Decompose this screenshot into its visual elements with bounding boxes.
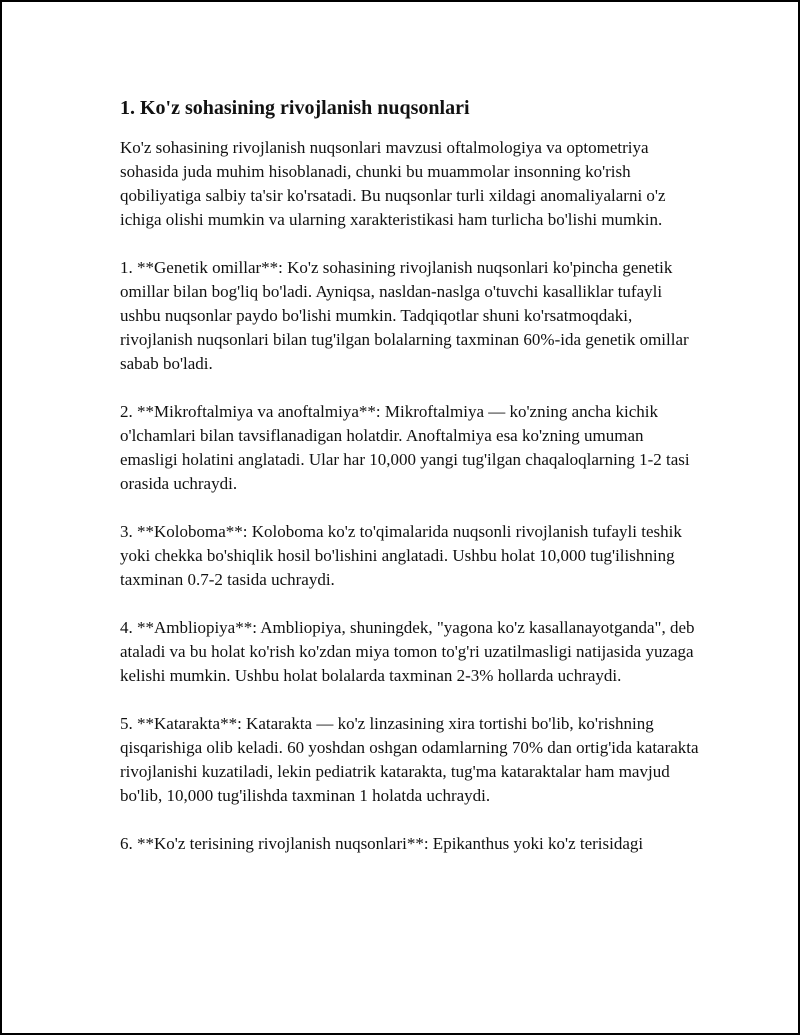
paragraph-genetic-factors: 1. **Genetik omillar**: Ko'z sohasining rivojlanish nuqsonlari ko'pincha genetik omillar bilan bog'liq bo'ladi. Ayniqsa, nasldan-naslga o'tuvchi kasalliklar tufayli ushbu nuqsonlar paydo bo'lishi mumkin. Tadqiqotlar shuni ko'rsatmoqdaki, rivojlanish nuqsonlari bilan tug'ilgan bolalarning taxminan 60%-ida genetik omillar sabab bo'ladi. — [120, 258, 689, 373]
paragraph-microphthalmia: 2. **Mikroftalmiya va anoftalmiya**: Mikroftalmiya — ko'zning ancha kichik o'lchamlari bilan tavsiflanadigan holatdir. Anoftalmiya esa ko'zning umuman emasligi holatini anglatadi. Ular har 10,000 yangi tug'ilgan chaqaloqlarning 1-2 tasi orasida uchraydi. — [120, 402, 690, 493]
paragraph-eyelid-defects: 6. **Ko'z terisining rivojlanish nuqsonlari**: Epikanthus yoki ko'z terisidagi — [120, 834, 644, 853]
paragraph-cataract: 5. **Katarakta**: Katarakta — ko'z linzasining xira tortishi bo'lib, ko'rishning qisqarishiga olib keladi. 60 yoshdan oshgan odamlarning 70% dan ortig'ida katarakta rivojlanishi kuzatiladi, lekin pediatrik katarakta, tug'ma kataraktalar ham mavjud bo'lib, 10,000 tug'ilishda taxminan 1 holatda uchraydi. — [120, 714, 699, 805]
document-content — [120, 94, 700, 880]
document-title: 1. Ko'z sohasining rivojlanish nuqsonlari — [120, 97, 470, 119]
paragraph-amblyopia: 4. **Ambliopiya**: Ambliopiya, shuningdek, "yagona ko'z kasallanayotganda", deb ataladi va bu holat ko'rish ko'zdan miya tomon to'g'ri uzatilmasligi natijasida yuzaga kelishi mumkin. Ushbu holat bolalarda taxminan 2-3% hollarda uchraydi. — [120, 618, 695, 685]
intro-paragraph: Ko'z sohasining rivojlanish nuqsonlari mavzusi oftalmologiya va optometriya sohasida juda muhim hisoblanadi, chunki bu muammolar insonning ko'rish qobiliyatiga salbiy ta'sir ko'rsatadi. Bu nuqsonlar turli xildagi anomaliyalarni o'z ichiga olishi mumkin va ularning xarakteristikasi ham turlicha bo'lishi mumkin. — [120, 138, 666, 229]
paragraph-coloboma: 3. **Koloboma**: Koloboma ko'z to'qimalarida nuqsonli rivojlanish tufayli teshik yoki chekka bo'shiqlik hosil bo'lishini anglatadi. Ushbu holat 10,000 tug'ilishning taxminan 0.7-2 tasida uchraydi. — [120, 522, 682, 589]
